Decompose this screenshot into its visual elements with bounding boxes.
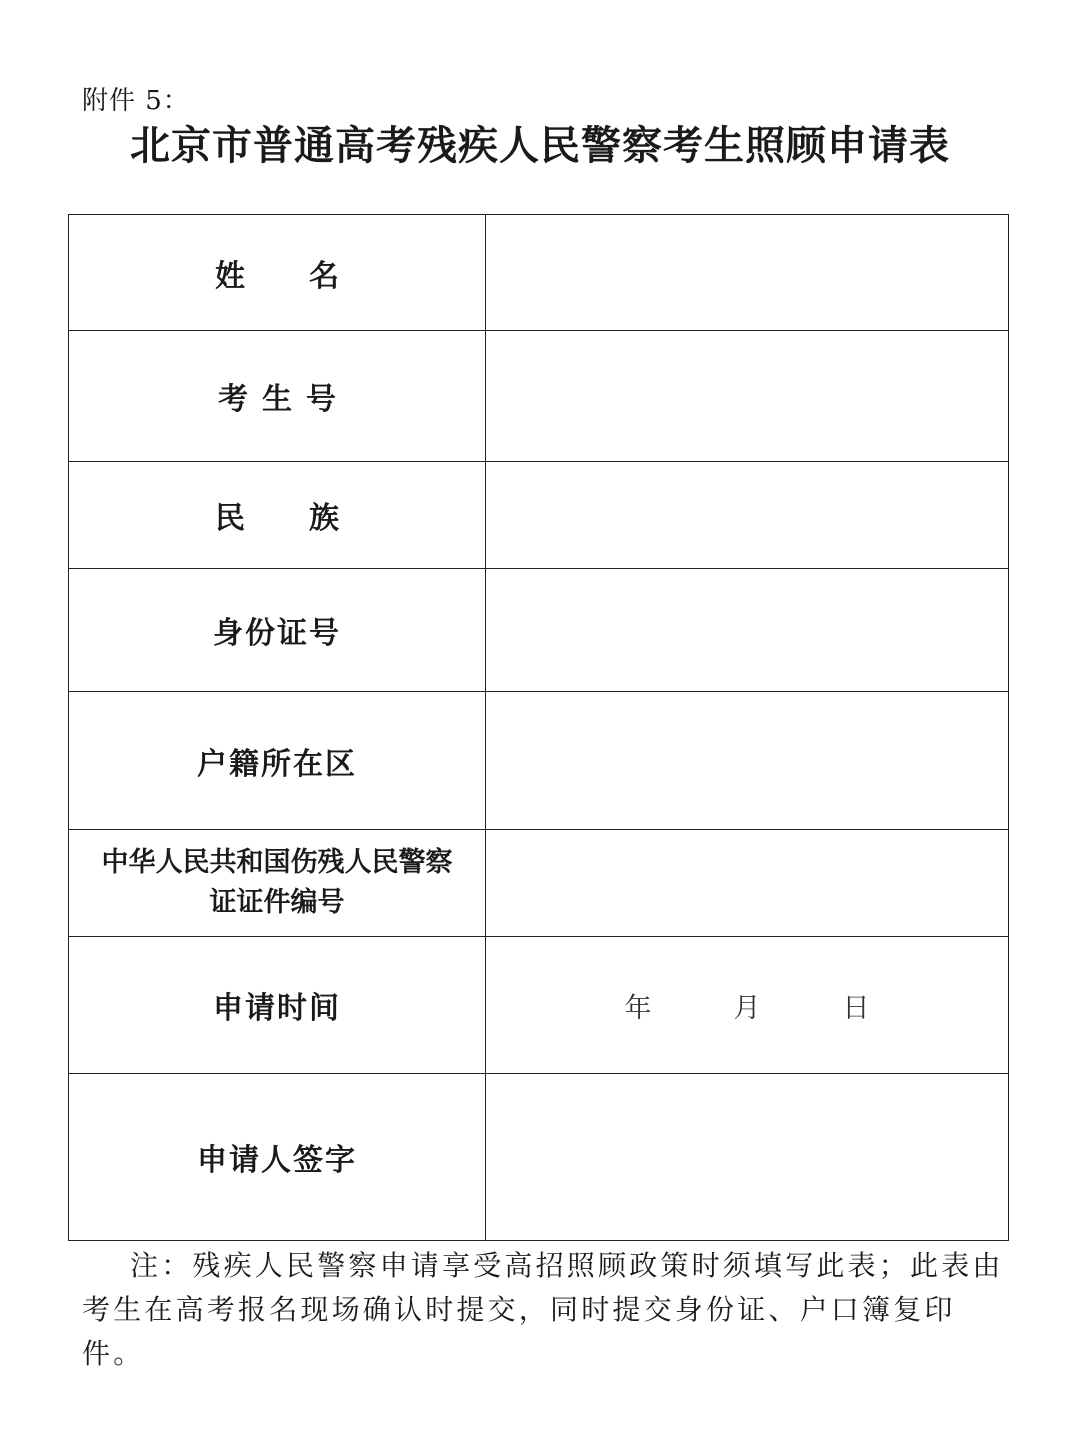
household-district-label-cell (69, 692, 486, 830)
exam-no-field[interactable] (486, 331, 1009, 462)
certificate-no-field[interactable] (486, 830, 1009, 937)
ethnicity-field[interactable] (486, 462, 1009, 569)
name-label-cell (69, 215, 486, 331)
form-row-name (69, 215, 1009, 331)
name-field[interactable] (486, 215, 1009, 331)
footnote: 注：残疾人民警察申请享受高招照顾政策时须填写此表；此表由考生在高考报名现场确认时提交，同时提交身份证、户口簿复印件。 (82, 1249, 1004, 1370)
apply-time-label-cell (69, 937, 486, 1074)
ethnicity-label: 民族 (215, 501, 403, 536)
exam-no-label-cell (69, 331, 486, 462)
apply-time-field[interactable] (486, 937, 1009, 1074)
application-form-table (68, 214, 1009, 1241)
form-row-apply-time (69, 937, 1009, 1074)
id-no-label: 身份证号 (213, 616, 341, 651)
id-no-label-cell (69, 569, 486, 692)
certificate-label-line1: 中华人民共和国伤残人民警察 (101, 847, 453, 878)
date-day-label: 日 (842, 992, 870, 1024)
certificate-label-cell (69, 830, 486, 937)
exam-no-label: 考生号 (218, 382, 350, 417)
form-row-id-no (69, 569, 1009, 692)
form-row-household-district (69, 692, 1009, 830)
form-row-exam-no (69, 331, 1009, 462)
apply-time-label: 申请时间 (213, 991, 341, 1026)
form-row-signature (69, 1074, 1009, 1241)
signature-label-cell (69, 1074, 486, 1241)
household-district-label: 户籍所在区 (197, 746, 357, 782)
signature-label: 申请人签字 (197, 1143, 357, 1178)
name-label: 姓名 (215, 258, 403, 294)
signature-field[interactable] (486, 1074, 1009, 1241)
page-title: 北京市普通高考残疾人民警察考生照顾申请表 (130, 123, 950, 169)
certificate-label-line2: 证证件编号 (209, 887, 345, 918)
date-year-label: 年 (624, 992, 652, 1024)
form-row-ethnicity (69, 462, 1009, 569)
date-month-label: 月 (733, 992, 761, 1024)
ethnicity-label-cell (69, 462, 486, 569)
attachment-label: 附件 5： (82, 86, 190, 116)
household-district-field[interactable] (486, 692, 1009, 830)
form-row-certificate (69, 830, 1009, 937)
id-no-field[interactable] (486, 569, 1009, 692)
